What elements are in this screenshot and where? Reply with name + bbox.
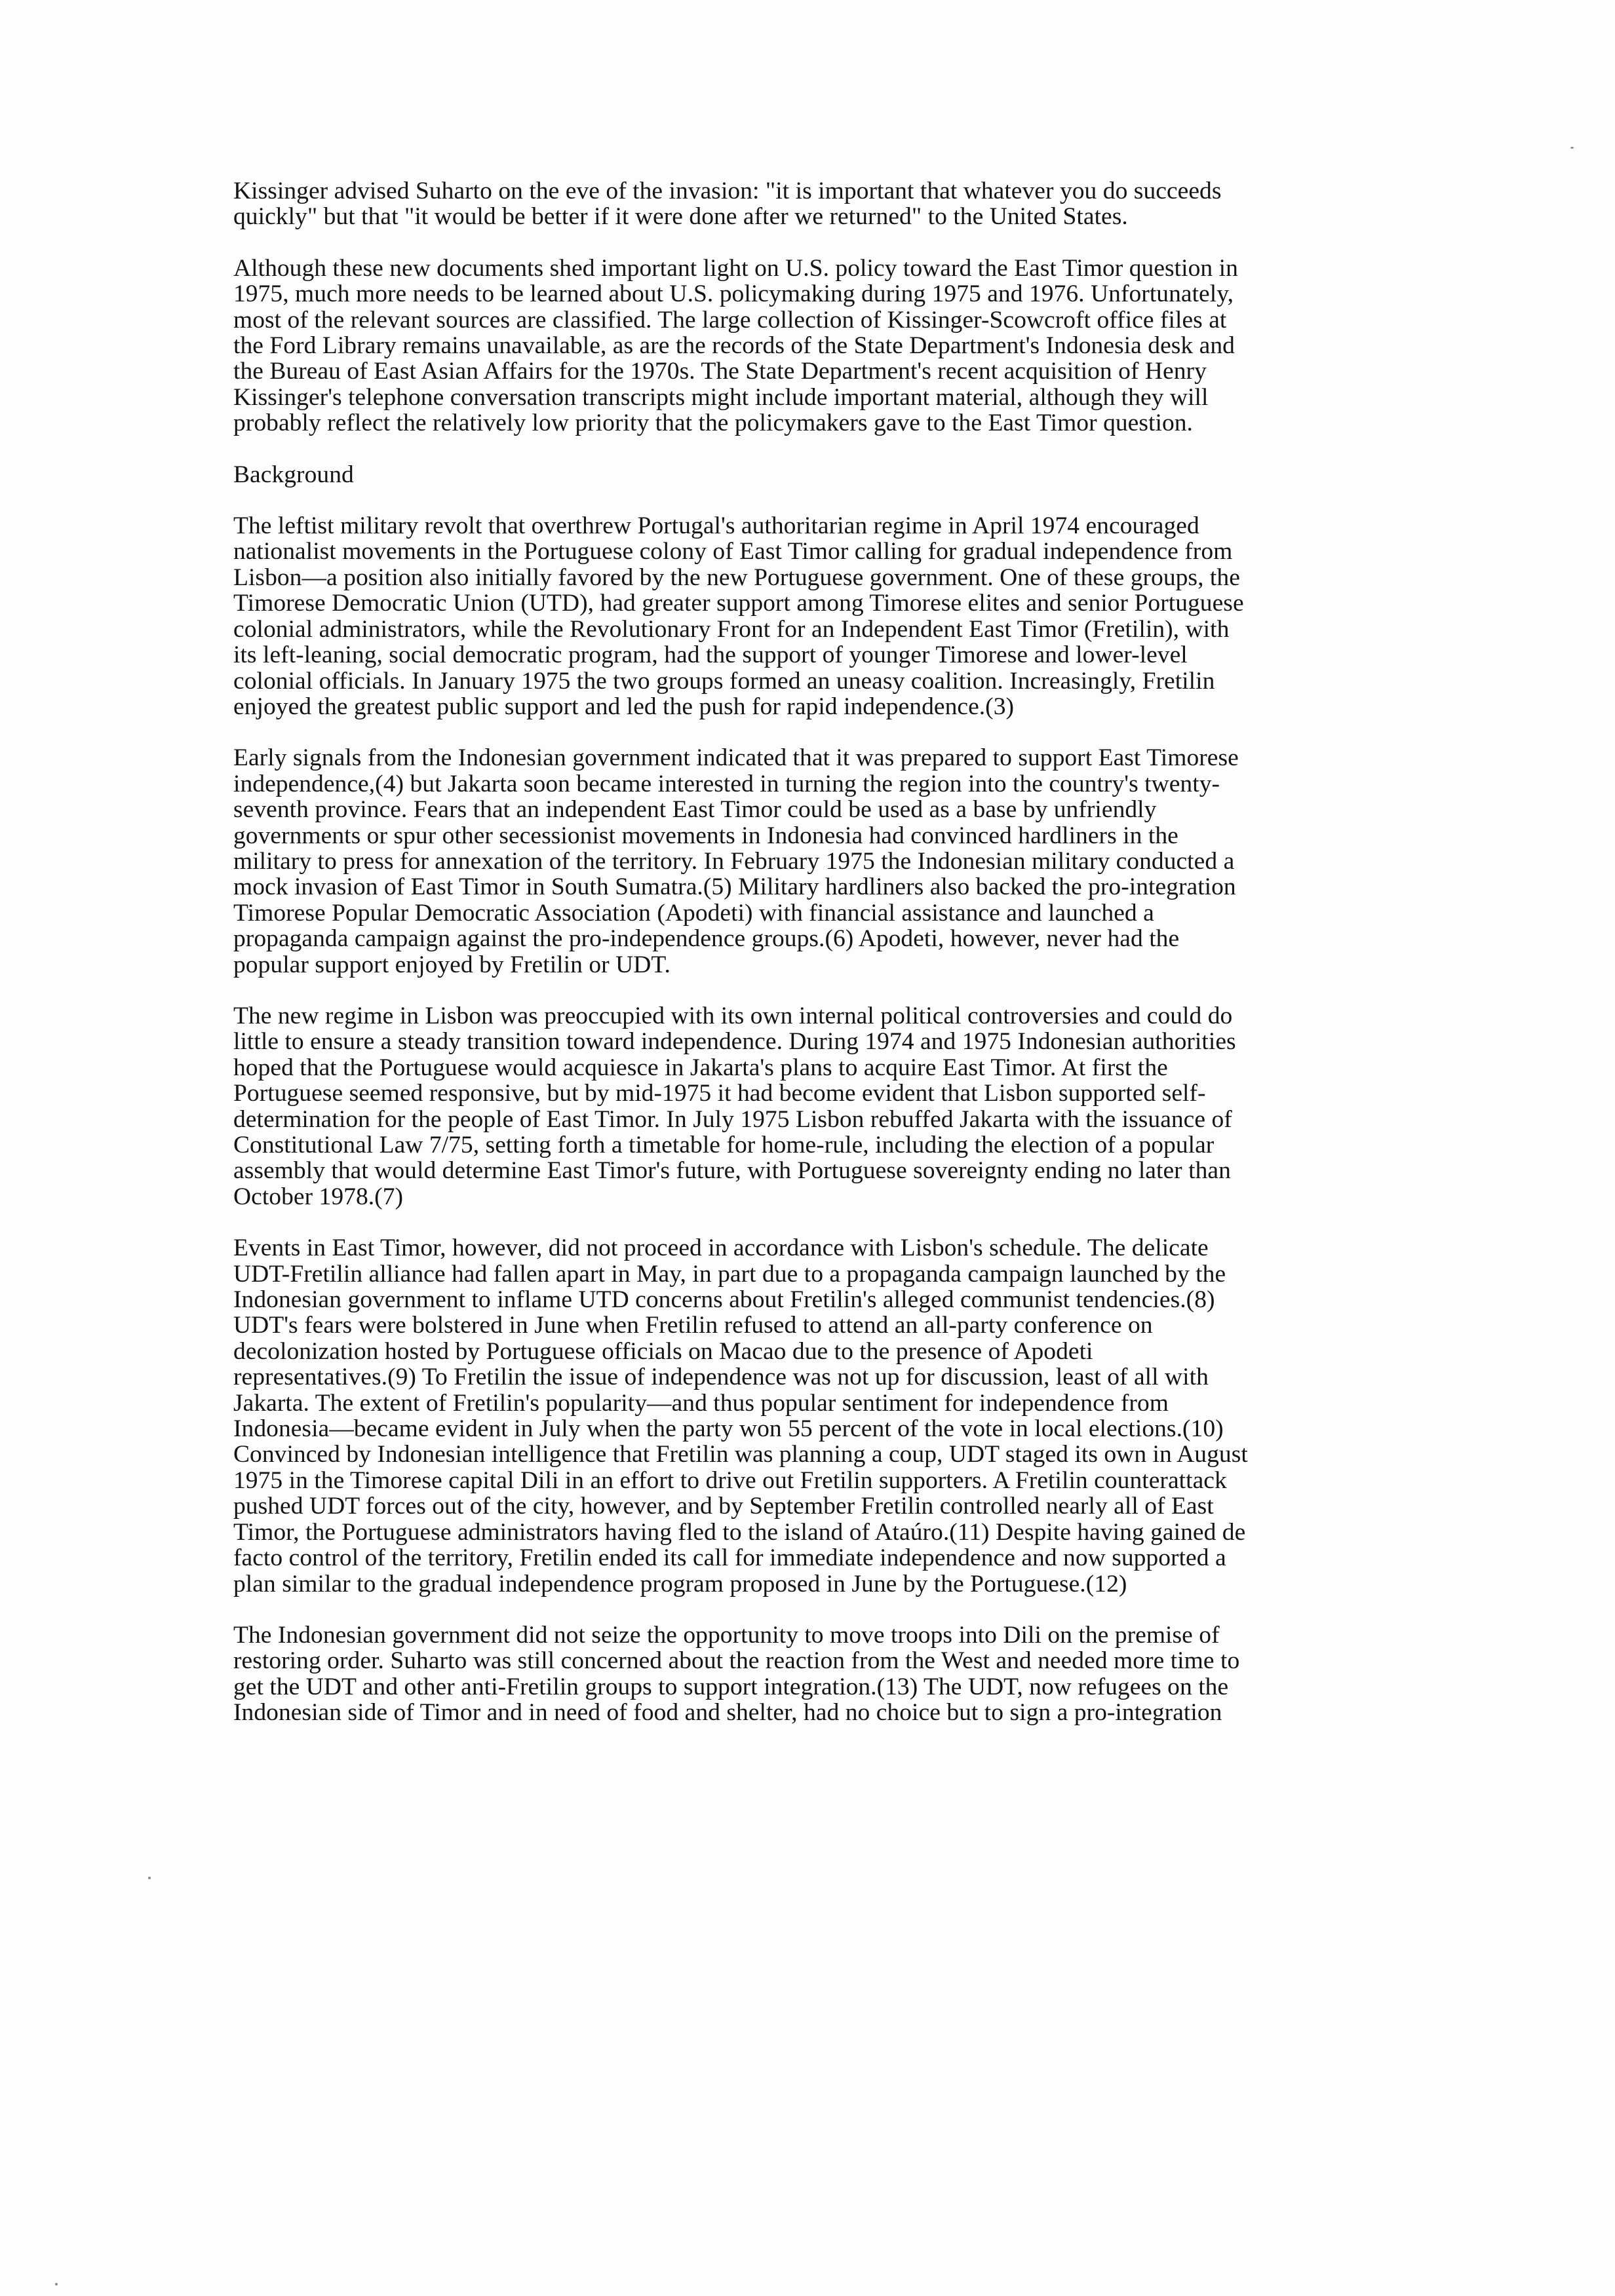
text-line: The Indonesian government did not seize the opportunity to move troops into Dili on the premise of [233,1621,1220,1649]
text-line: little to ensure a steady transition toward independence. During 1974 and 1975 Indonesian authorities [233,1028,1236,1056]
text-line: 1975 in the Timorese capital Dili in an effort to drive out Fretilin supporters. A Fretilin counterattack [233,1466,1227,1494]
paragraph-intro-1 [233,178,1387,230]
text-line: propaganda campaign against the pro-independence groups.(6) Apodeti, however, never had the [233,925,1180,953]
scan-speck [55,2283,58,2286]
text-line: Timorese Democratic Union (UTD), had greater support among Timorese elites and senior Portuguese [233,590,1244,617]
paragraph-background-5 [233,1622,1387,1726]
paragraph-intro-2 [233,256,1387,436]
text-line: restoring order. Suharto was still concerned about the reaction from the West and needed more time to [233,1647,1240,1675]
text-line: Events in East Timor, however, did not proceed in accordance with Lisbon's schedule. The delicate [233,1234,1209,1262]
text-line: Kissinger's telephone conversation transcripts might include important material, although they will [233,383,1209,411]
text-line: probably reflect the relatively low priority that the policymakers gave to the East Timor question. [233,410,1193,437]
text-line: pushed UDT forces out of the city, however, and by September Fretilin controlled nearly all of East [233,1493,1214,1520]
section-heading: Background [233,461,354,488]
paragraph-background-2 [233,745,1387,978]
text-line: Timor, the Portuguese administrators having fled to the island of Ataúro.(11) Despite having gained de [233,1518,1246,1546]
text-line: Indonesian government to inflame UTD concerns about Fretilin's alleged communist tendencies.(8) [233,1286,1215,1314]
text-line: governments or spur other secessionist movements in Indonesia had convinced hardliners in the [233,822,1178,849]
text-line: enjoyed the greatest public support and led the push for rapid independence.(3) [233,693,1015,720]
text-line: hoped that the Portuguese would acquiesce in Jakarta's plans to acquire East Timor. At first the [233,1054,1168,1081]
text-line: popular support enjoyed by Fretilin or UDT. [233,951,671,978]
text-line: UDT-Fretilin alliance had fallen apart in May, in part due to a propaganda campaign launched by the [233,1260,1226,1288]
text-line: its left-leaning, social democratic program, had the support of younger Timorese and lower-level [233,641,1188,669]
text-line: Timorese Popular Democratic Association (Apodeti) with financial assistance and launched a [233,899,1154,927]
text-line: colonial administrators, while the Revolutionary Front for an Independent East Timor (Fretilin), with [233,615,1230,643]
paragraph-background-1 [233,513,1387,719]
text-line: decolonization hosted by Portuguese officials on Macao due to the presence of Apodeti [233,1337,1093,1365]
text-line: representatives.(9) To Fretilin the issue of independence was not up for discussion, least of all with [233,1364,1209,1391]
text-line: The leftist military revolt that overthrew Portugal's authoritarian regime in April 1974 encouraged [233,512,1199,540]
text-line: Convinced by Indonesian intelligence that Fretilin was planning a coup, UDT staged its own in August [233,1441,1248,1468]
text-line: seventh province. Fears that an independent East Timor could be used as a base by unfriendly [233,796,1157,824]
text-line: get the UDT and other anti-Fretilin groups to support integration.(13) The UDT, now refugees on the [233,1673,1229,1700]
paragraph-background-4 [233,1235,1387,1597]
text-line: military to press for annexation of the territory. In February 1975 the Indonesian military conducted a [233,847,1235,875]
text-line: independence,(4) but Jakarta soon became interested in turning the region into the country's twenty- [233,770,1220,797]
text-line: October 1978.(7) [233,1183,404,1210]
text-line: Lisbon—a position also initially favored by the new Portuguese government. One of these groups, the [233,564,1240,591]
text-line: Jakarta. The extent of Fretilin's popularity—and thus popular sentiment for independence from [233,1389,1169,1417]
text-line: Although these new documents shed important light on U.S. policy toward the East Timor question in [233,254,1238,282]
scan-speck [148,1877,151,1879]
text-line: The new regime in Lisbon was preoccupied with its own internal political controversies and could do [233,1002,1233,1029]
text-line: plan similar to the gradual independence program proposed in June by the Portuguese.(12) [233,1570,1127,1598]
text-line: nationalist movements in the Portuguese colony of East Timor calling for gradual independence from [233,538,1233,565]
text-line: 1975, much more needs to be learned about U.S. policymaking during 1975 and 1976. Unfortunately, [233,280,1234,308]
document-body [233,178,1387,1751]
text-line: assembly that would determine East Timor's future, with Portuguese sovereignty ending no later than [233,1157,1231,1185]
text-line: Constitutional Law 7/75, setting forth a timetable for home-rule, including the election of a popular [233,1132,1215,1158]
text-line: colonial officials. In January 1975 the two groups formed an uneasy coalition. Increasingly, Fretilin [233,667,1215,695]
text-line: Indonesia—became evident in July when the party won 55 percent of the vote in local elections.(10) [233,1415,1224,1443]
text-line: Early signals from the Indonesian government indicated that it was prepared to support East Timorese [233,744,1239,772]
text-line: UDT's fears were bolstered in June when Fretilin refused to attend an all-party conference on [233,1312,1153,1339]
text-line: determination for the people of East Timor. In July 1975 Lisbon rebuffed Jakarta with the issuance of [233,1105,1232,1133]
text-line: mock invasion of East Timor in South Sumatra.(5) Military hardliners also backed the pro-integration [233,873,1236,901]
text-line: quickly" but that "it would be better if it were done after we returned" to the United States. [233,203,1128,231]
text-line: Indonesian side of Timor and in need of food and shelter, had no choice but to sign a pro-integration [233,1699,1222,1727]
scan-speck [1570,147,1574,149]
text-line: the Ford Library remains unavailable, as are the records of the State Department's Indonesia desk and [233,332,1235,360]
paragraph-background-3 [233,1003,1387,1210]
text-line: Kissinger advised Suharto on the eve of the invasion: "it is important that whatever you do succeeds [233,178,1222,204]
text-line: most of the relevant sources are classified. The large collection of Kissinger-Scowcroft office files at [233,306,1227,334]
text-line: the Bureau of East Asian Affairs for the 1970s. The State Department's recent acquisition of Henry [233,358,1207,385]
text-line: facto control of the territory, Fretilin ended its call for immediate independence and now supported a [233,1544,1226,1572]
text-line: Portuguese seemed responsive, but by mid-1975 it had become evident that Lisbon supported self- [233,1080,1206,1107]
